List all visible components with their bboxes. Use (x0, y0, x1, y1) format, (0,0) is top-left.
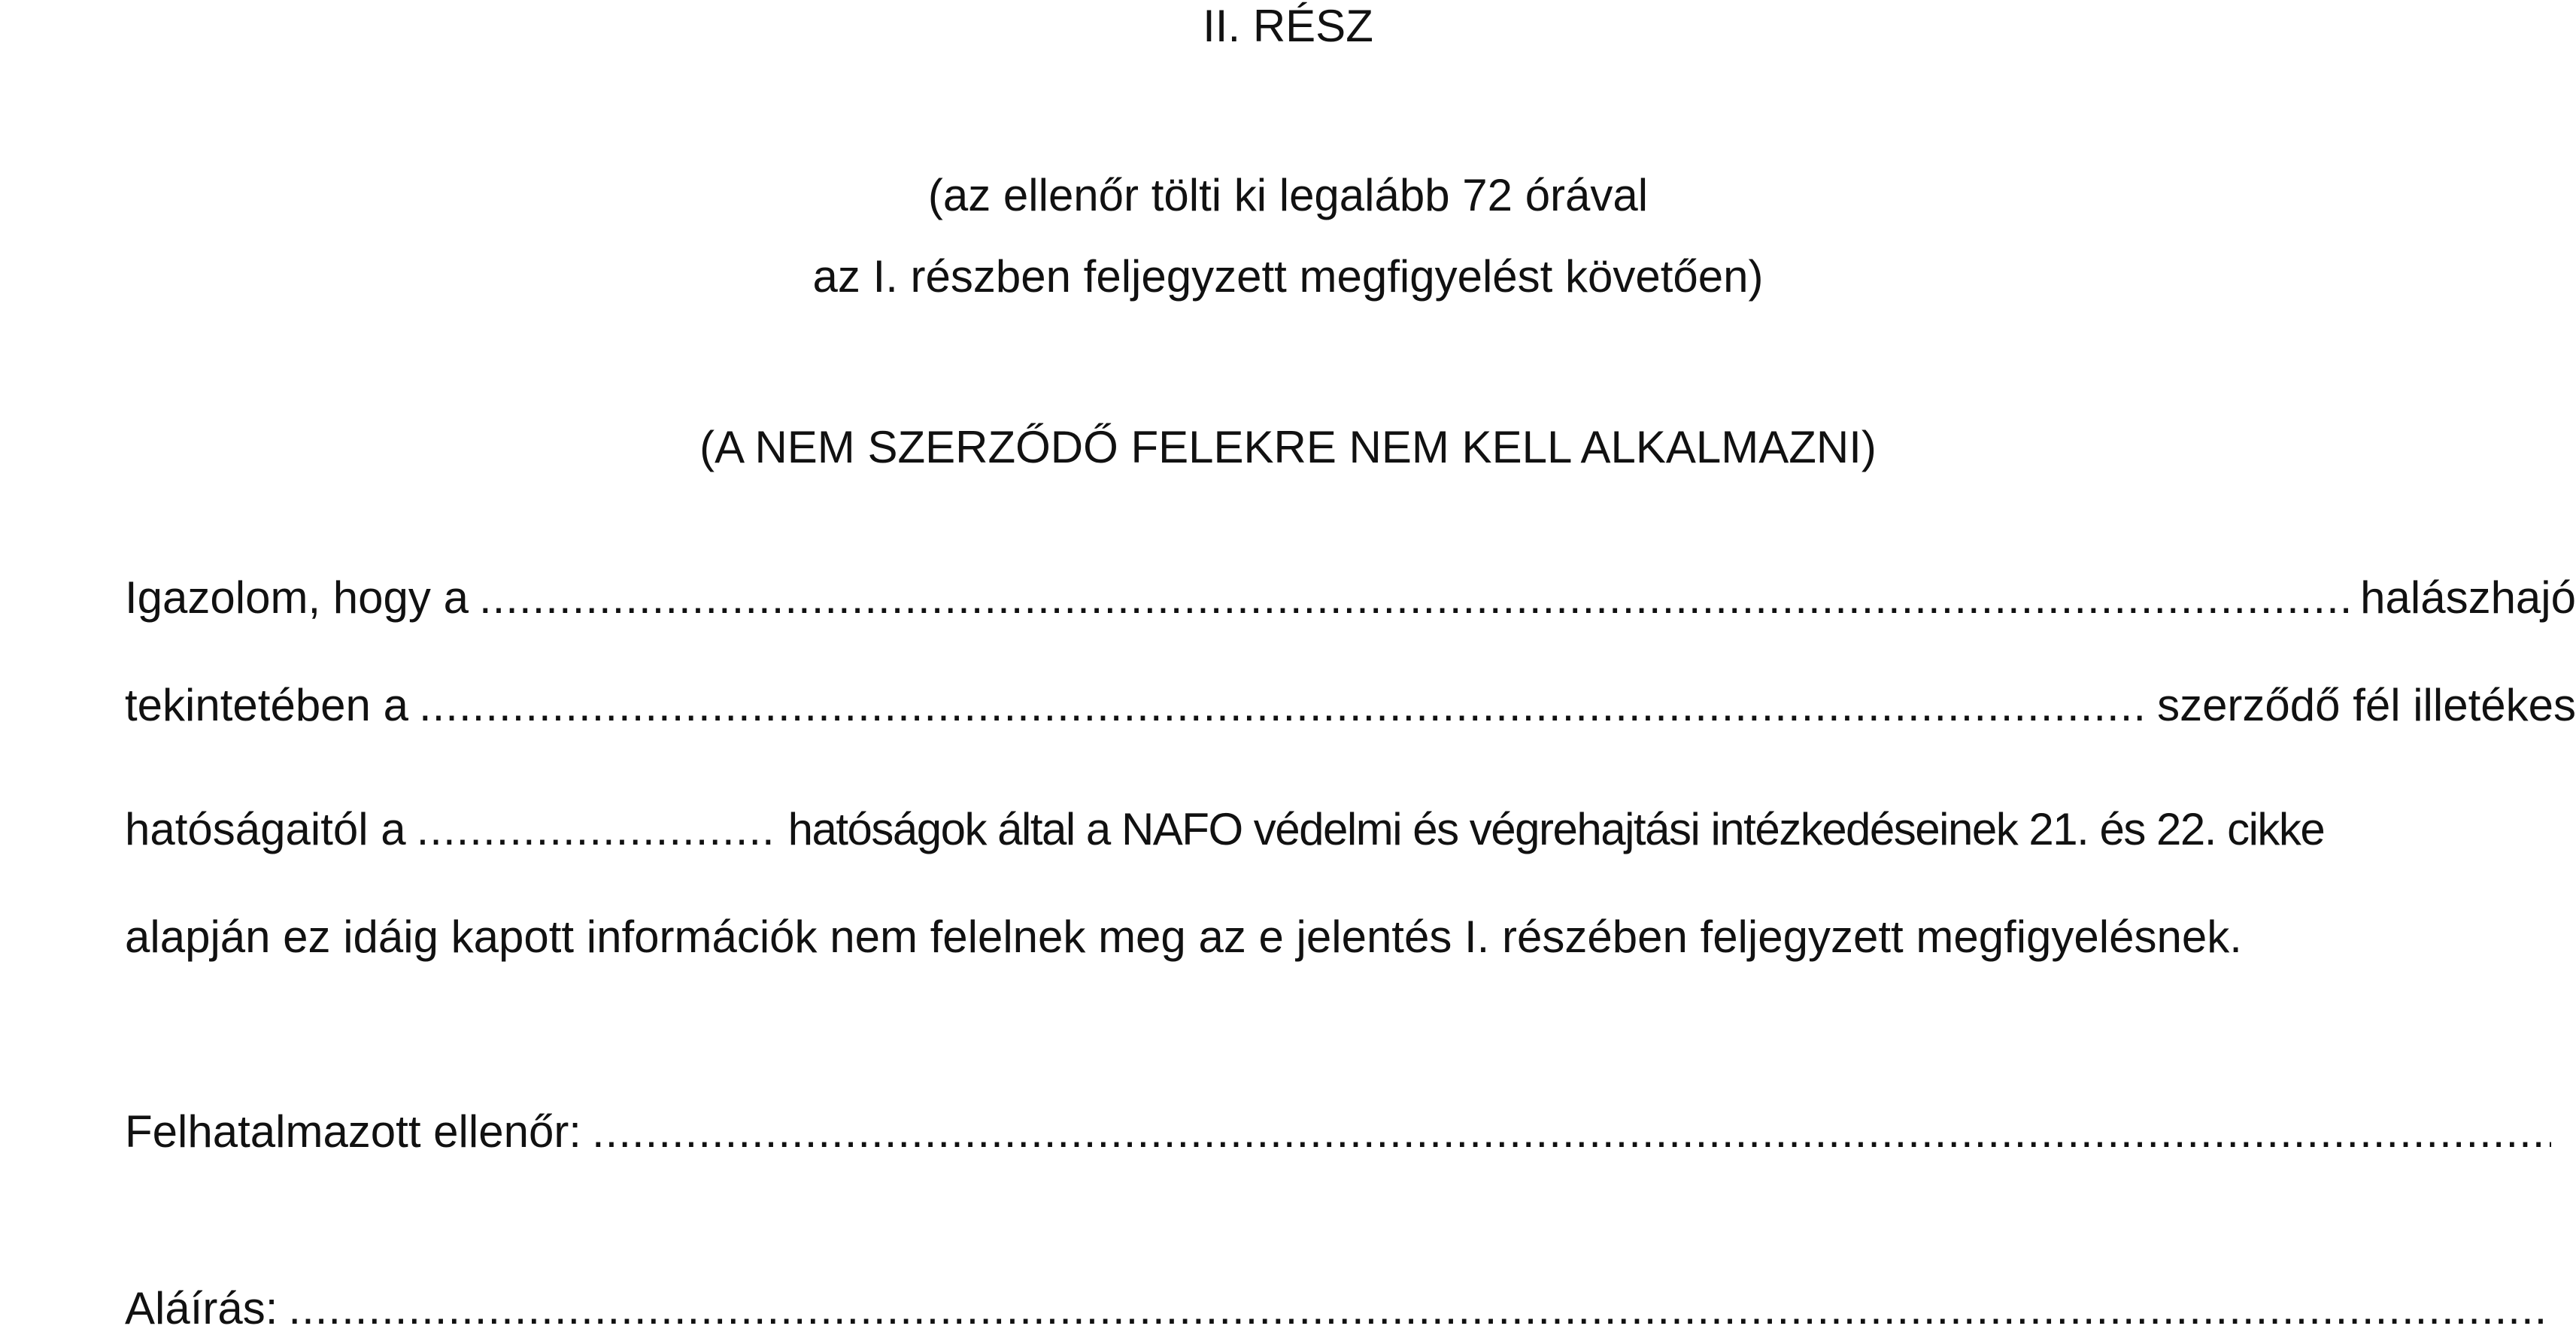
part-heading: II. RÉSZ (1203, 1, 1373, 51)
certification-line-1-end: halászhajó (2360, 572, 2576, 623)
certification-line-1-start: Igazolom, hogy a (125, 572, 469, 623)
signature-label: Aláírás: (125, 1283, 278, 1333)
certification-line-3-end: hatóságok által a NAFO védelmi és végrehajtási intézkedéseinek 21. és 22. cikke (787, 804, 2325, 854)
certification-line-4-text: alapján ez idáig kapott információk nem felelnek meg az e jelentés I. részében feljegyzett megfigyelésnek. (125, 912, 2242, 962)
certification-line-1 (125, 572, 2576, 624)
certification-line-2-start: tekintetében a (125, 680, 408, 730)
certification-line-3 (125, 803, 2576, 856)
contracting-party-field[interactable] (419, 679, 2147, 732)
certification-line-2 (125, 679, 2576, 732)
authority-field[interactable] (417, 803, 778, 856)
inspector-line (125, 1106, 2562, 1158)
vessel-name-field[interactable] (479, 572, 2350, 624)
non-contracting-notice: (A NEM SZERZŐDŐ FELEKRE NEM KELL ALKALMAZNI) (699, 422, 1877, 472)
certification-line-3-start: hatóságaitól a (125, 804, 406, 854)
instruction-note-line-2: az I. részben feljegyzett megfigyelést követően) (812, 251, 1764, 302)
signature-field[interactable] (288, 1282, 2551, 1335)
certification-line-4 (125, 911, 2576, 963)
inspector-name-field[interactable] (592, 1106, 2551, 1158)
instruction-note-line-1: (az ellenőr tölti ki legalább 72 órával (927, 170, 1649, 220)
certification-line-2-end: szerződő fél illetékes (2157, 680, 2576, 730)
signature-line (125, 1282, 2562, 1335)
inspector-label: Felhatalmazott ellenőr: (125, 1106, 581, 1157)
